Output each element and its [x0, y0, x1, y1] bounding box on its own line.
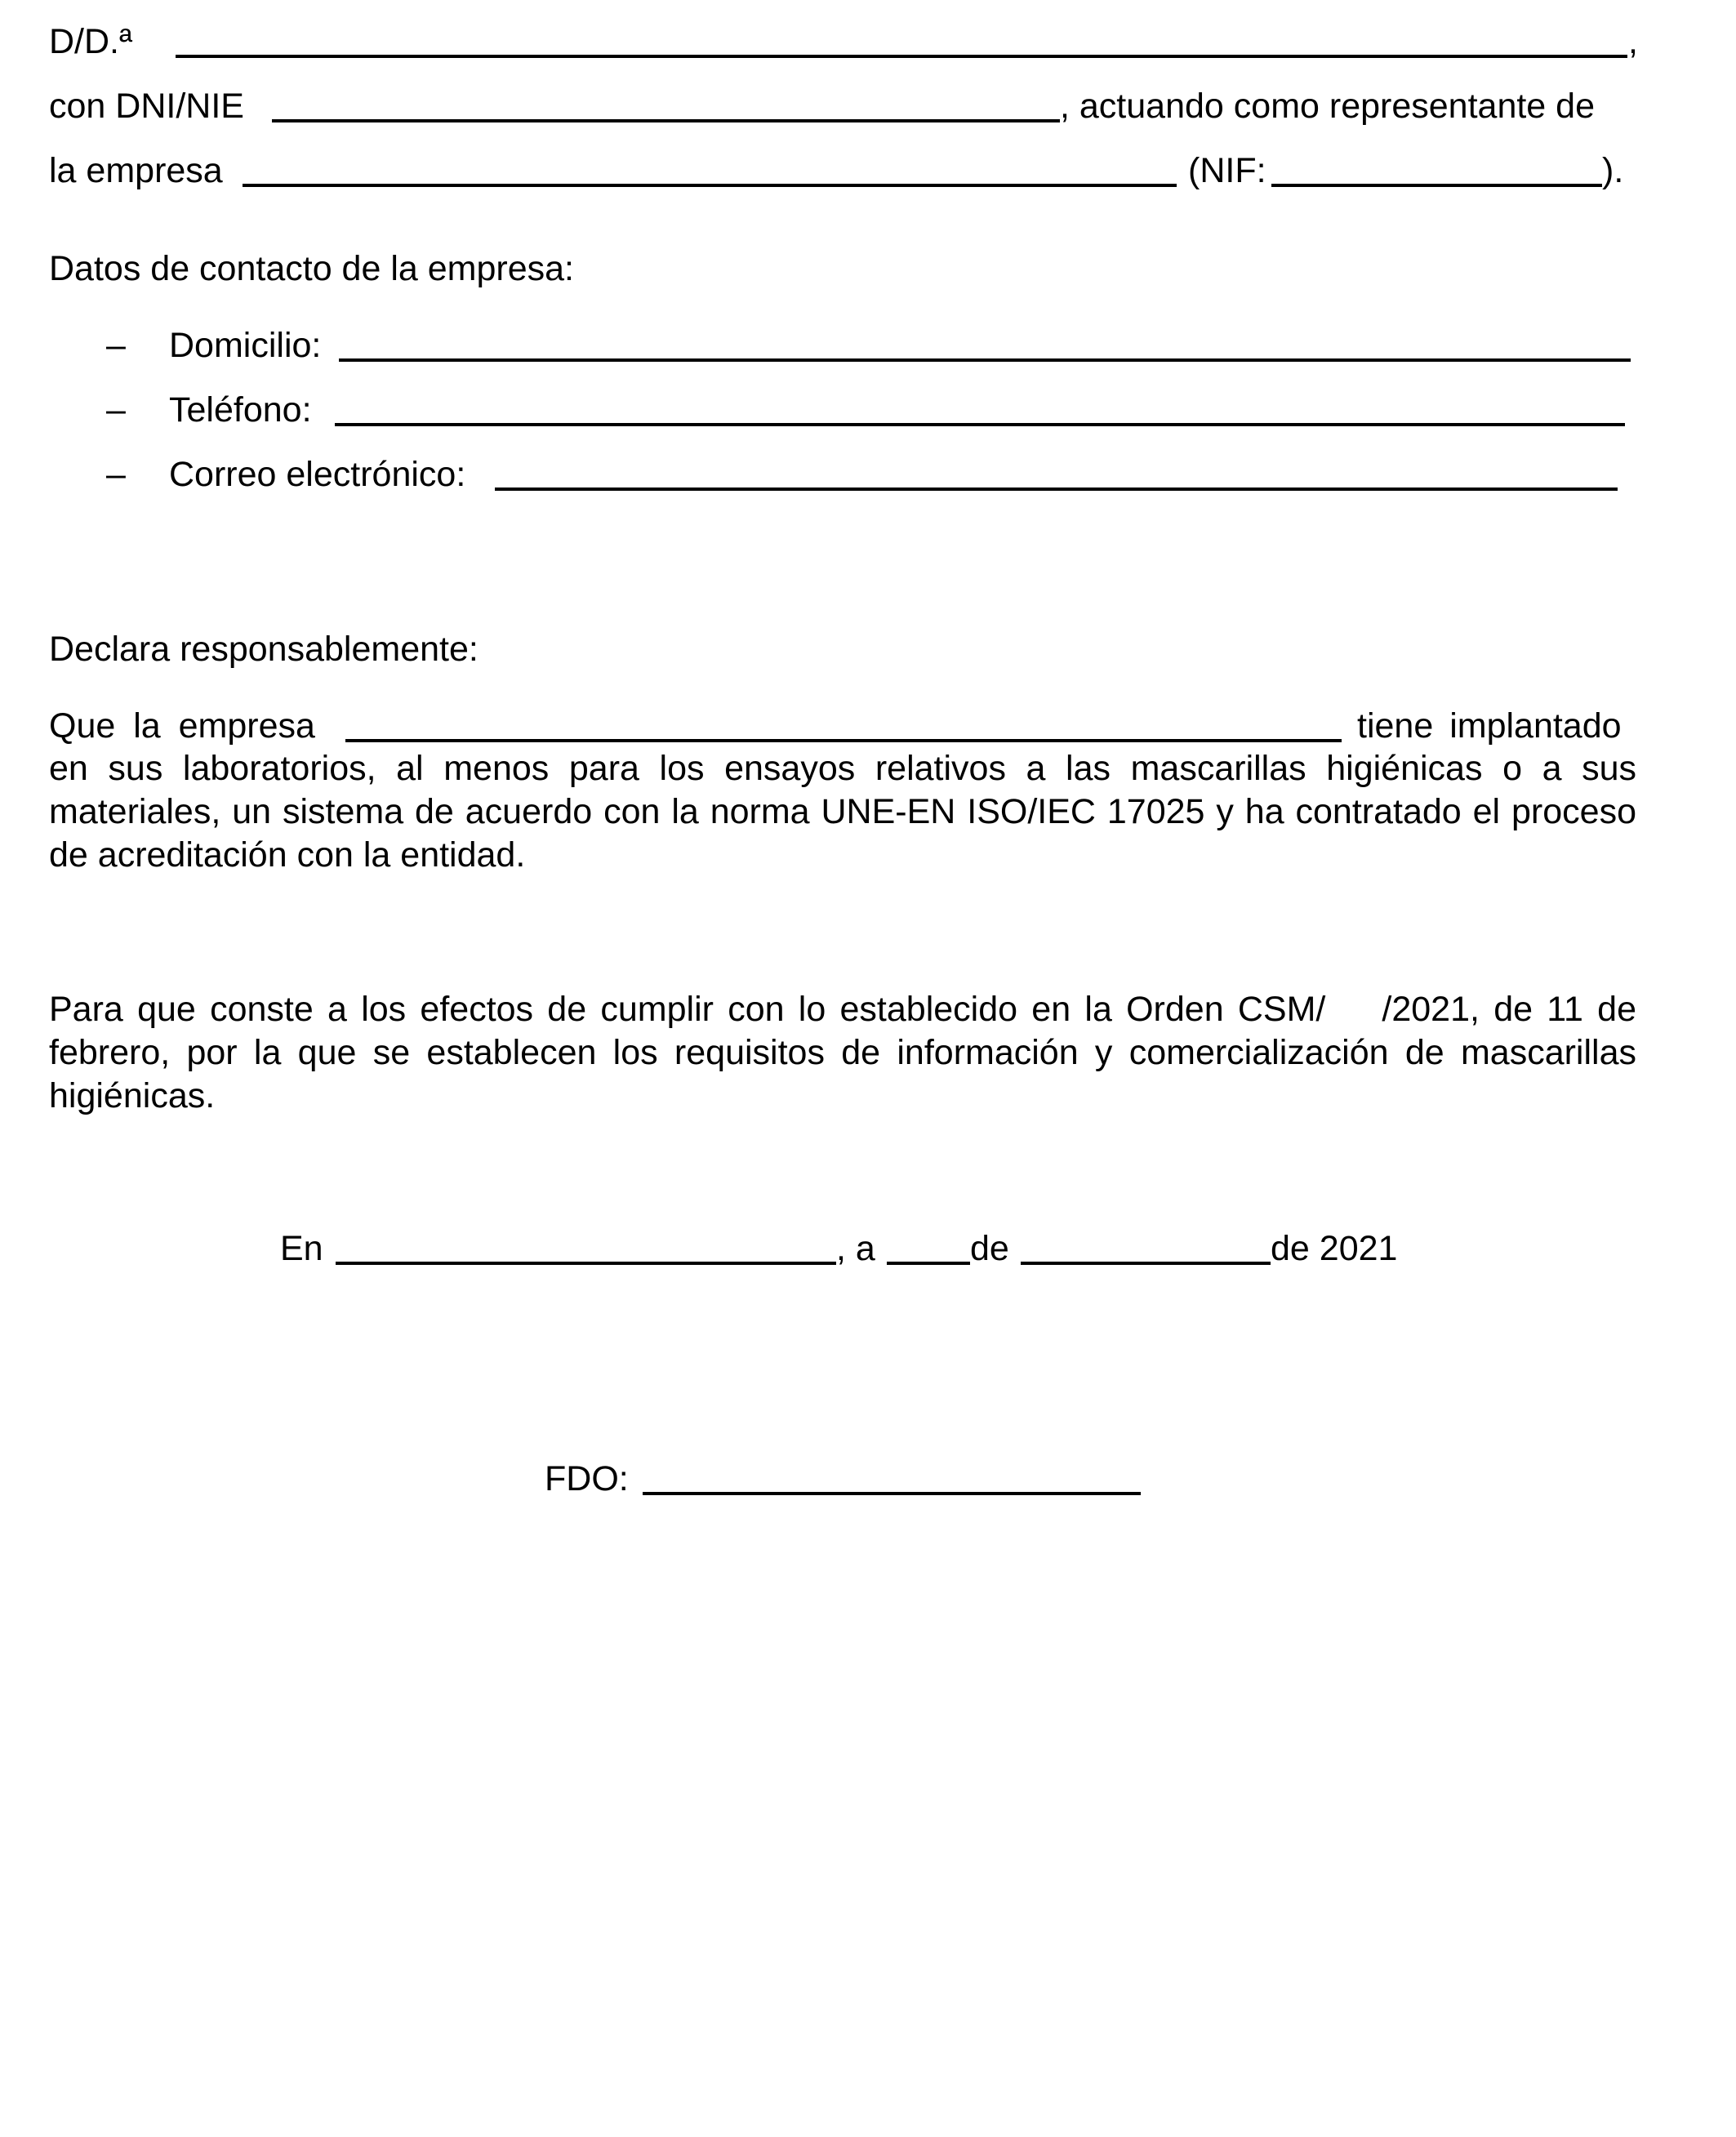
nif-open-label: (NIF: [1188, 151, 1266, 190]
date-en-label: En [280, 1229, 323, 1268]
declaration-first-line-end: tiene implantado [1357, 706, 1622, 746]
email-label: Correo electrónico: [169, 455, 466, 494]
address-field-line[interactable] [339, 358, 1631, 362]
signature-label: FDO: [545, 1459, 629, 1498]
name-label: D/D.ª [49, 22, 132, 61]
declaration-start: Que la empresa [49, 706, 315, 746]
nif-close-label: ). [1602, 151, 1624, 190]
name-suffix: , [1628, 22, 1638, 61]
company-label: la empresa [49, 151, 223, 190]
address-label: Domicilio: [169, 326, 322, 365]
phone-field-line[interactable] [335, 423, 1625, 426]
declaration-body: en sus laboratorios, al menos para los ensayos relativos a las mascarillas higiénicas o a sus materiales, un sistema de acuerdo con la norma UNE-EN ISO/IEC 17025 y ha contratado el proceso de acreditación con la entidad. [49, 749, 1636, 875]
representative-text: , actuando como representante de [1060, 87, 1595, 126]
phone-label: Teléfono: [169, 390, 312, 430]
date-a-label: , a [836, 1229, 875, 1268]
name-field-line[interactable] [176, 55, 1627, 58]
purpose-paragraph: Para que conste a los efectos de cumplir con lo establecido en la Orden CSM/ /2021, de 11 de febrero, por la que se establecen los requisitos de información y comercialización de mascarillas higiénicas. [49, 990, 1646, 1115]
bullet-dash: – [106, 326, 126, 365]
date-year-label: de 2021 [1271, 1229, 1398, 1268]
dni-field-line[interactable] [272, 119, 1060, 122]
month-field-line[interactable] [1021, 1262, 1271, 1265]
declaration-heading: Declara responsablemente: [49, 630, 479, 669]
email-field-line[interactable] [495, 488, 1618, 491]
bullet-dash: – [106, 455, 126, 494]
dni-label: con DNI/NIE [49, 87, 244, 126]
place-field-line[interactable] [336, 1262, 836, 1265]
signature-field-line[interactable] [643, 1492, 1141, 1495]
day-field-line[interactable] [887, 1262, 970, 1265]
date-de-label: de [970, 1229, 1009, 1268]
bullet-dash: – [106, 390, 126, 430]
company-field-line[interactable] [243, 184, 1177, 187]
nif-field-line[interactable] [1271, 184, 1602, 187]
declaration-company-field-line[interactable] [345, 739, 1342, 742]
contact-heading: Datos de contacto de la empresa: [49, 249, 574, 288]
